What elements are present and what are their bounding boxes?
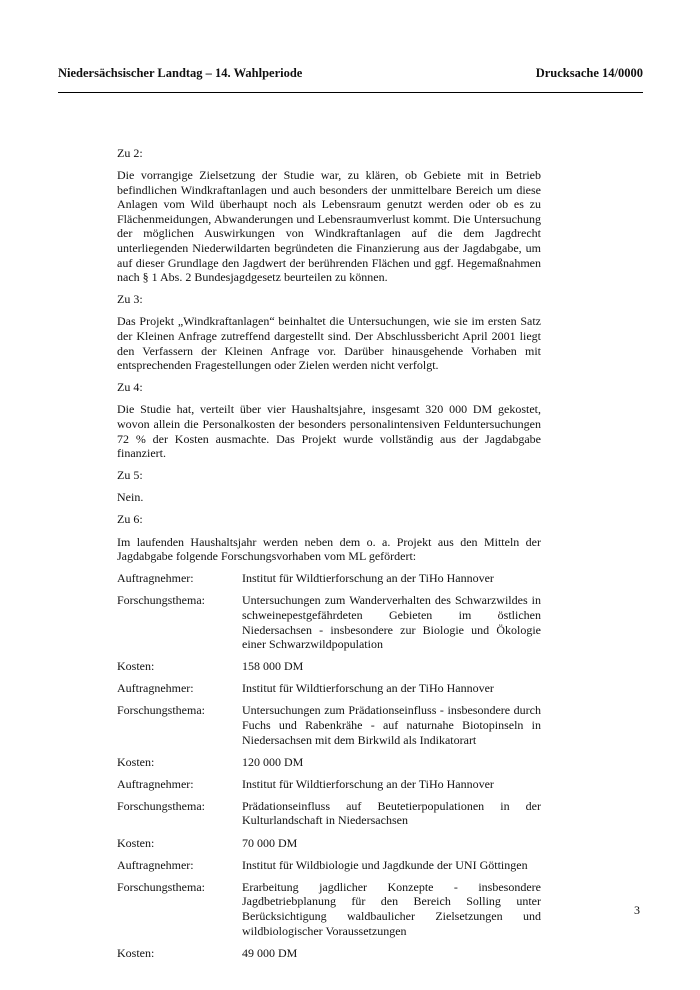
project-2-topic-row <box>117 703 541 754</box>
project-contractor: Institut für Wildbiologie und Jagdkunde der UNI Göttingen <box>242 857 528 872</box>
project-contractor: Institut für Wildtierforschung an der TiHo Hannover <box>242 571 494 586</box>
project-topic: Untersuchungen zum Prädationseinfluss - insbesondere durch Fuchs und Rabenkrähe - auf naturnahe Biotopinseln in Niedersachsen mit dem Birkwild als Indikatorart <box>242 703 541 747</box>
section-text: Nein. <box>117 490 144 505</box>
project-1-contractor-row <box>117 571 541 593</box>
section-text: Im laufenden Haushaltsjahr werden neben dem o. a. Projekt aus den Mitteln der Jagdabgabe folgende Forschungsvorhaben vom ML gefördert: <box>117 534 541 564</box>
project-topic: Prädationseinfluss auf Beutetierpopulationen in der Kulturlandschaft in Niedersachsen <box>242 798 541 828</box>
contractor-label: Auftragnehmer: <box>117 571 194 586</box>
header-title: Niedersächsischer Landtag – 14. Wahlperiode <box>58 66 303 80</box>
document-body <box>117 146 541 968</box>
section-heading: Zu 2: <box>117 146 143 160</box>
project-4-topic-row <box>117 880 541 946</box>
page-number: 3 <box>634 903 640 917</box>
project-1-cost-row <box>117 659 541 681</box>
project-3-contractor-row <box>117 777 541 799</box>
project-contractor: Institut für Wildtierforschung an der TiHo Hannover <box>242 776 494 791</box>
section-heading: Zu 3: <box>117 292 143 307</box>
cost-label: Kosten: <box>117 659 155 674</box>
project-2-contractor-row <box>117 681 541 703</box>
cost-label: Kosten: <box>117 835 155 850</box>
project-4-cost-row <box>117 946 541 968</box>
section-heading: Zu 6: <box>117 512 143 527</box>
project-cost: 70 000 DM <box>242 835 298 850</box>
project-cost: 158 000 DM <box>242 659 304 674</box>
page-header <box>58 66 643 81</box>
project-3-cost-row <box>117 836 541 858</box>
topic-label: Forschungsthema: <box>117 703 205 718</box>
research-projects-table <box>117 571 541 967</box>
cost-label: Kosten: <box>117 754 155 769</box>
cost-label: Kosten: <box>117 945 155 960</box>
topic-label: Forschungsthema: <box>117 593 205 608</box>
project-topic: Erarbeitung jagdlicher Konzepte - insbesondere Jagdbetriebplanung für den Bereich Solling unter Berücksichtigung waldbaulicher Zielsetzungen und wildbiologischer Voraussetzungen <box>242 879 541 938</box>
contractor-label: Auftragnehmer: <box>117 681 194 696</box>
section-heading: Zu 5: <box>117 468 143 483</box>
section-3 <box>117 292 541 372</box>
project-contractor: Institut für Wildtierforschung an der TiHo Hannover <box>242 681 494 696</box>
project-2-cost-row <box>117 755 541 777</box>
project-topic: Untersuchungen zum Wanderverhalten des Schwarzwildes in schweinepestgefährdeten Gebieten im östlichen Niedersachsen - insbesondere zur Biologie und Ökologie einer Schwarzwildpopulation <box>242 593 541 652</box>
section-2 <box>117 146 541 285</box>
section-5 <box>117 468 541 505</box>
project-3-topic-row <box>117 799 541 836</box>
project-1-topic-row <box>117 593 541 659</box>
section-heading: Zu 4: <box>117 380 143 395</box>
project-4-contractor-row <box>117 858 541 880</box>
section-4 <box>117 380 541 460</box>
section-text: Die vorrangige Zielsetzung der Studie war, zu klären, ob Gebiete mit in Betrieb befindlichen Windkraftanlagen und auch besonders der unmittelbare Bereich um diese Anlagen vom Wild überhaupt noch als Lebensraum genutzt werden oder ob es zu Flächenmeidungen, Abwanderungen und Lebensraumverlust kommt. Die Untersuchung der möglichen Auswirkungen von Windkraftanlagen auf die dem Jagdrecht unterliegenden Niederwildarten begründeten die Finanzierung aus der Jagdabgabe, um auf dieser Grundlage den Jagdwert der berührenden Flächen und ggf. Hegemaßnahmen nach § 1 Abs. 2 Bundesjagdgesetz beurteilen zu können. <box>117 168 541 285</box>
topic-label: Forschungsthema: <box>117 798 205 813</box>
project-cost: 49 000 DM <box>242 945 298 960</box>
section-text: Das Projekt „Windkraftanlagen“ beinhaltet die Untersuchungen, wie sie im ersten Satz der Kleinen Anfrage zutreffend dargestellt sind. Der Abschlussbericht April 2001 liegt den Verfassern der Kleinen Anfrage vor. Darüber hinausgehende Vorhaben mit entsprechenden Fragestellungen oder Zielen werden nicht verfolgt. <box>117 314 541 373</box>
header-rule <box>58 92 643 93</box>
section-text: Die Studie hat, verteilt über vier Haushaltsjahre, insgesamt 320 000 DM gekostet, wovon allein die Personalkosten der besonders personalintensiven Felduntersuchungen 72 % der Kosten ausmachte. Das Projekt wurde vollständig aus der Jagdabgabe finanziert. <box>117 402 541 461</box>
project-cost: 120 000 DM <box>242 754 304 769</box>
contractor-label: Auftragnehmer: <box>117 857 194 872</box>
contractor-label: Auftragnehmer: <box>117 776 194 791</box>
section-6 <box>117 512 541 563</box>
topic-label: Forschungsthema: <box>117 879 205 894</box>
header-document-number: Drucksache 14/0000 <box>535 66 643 80</box>
